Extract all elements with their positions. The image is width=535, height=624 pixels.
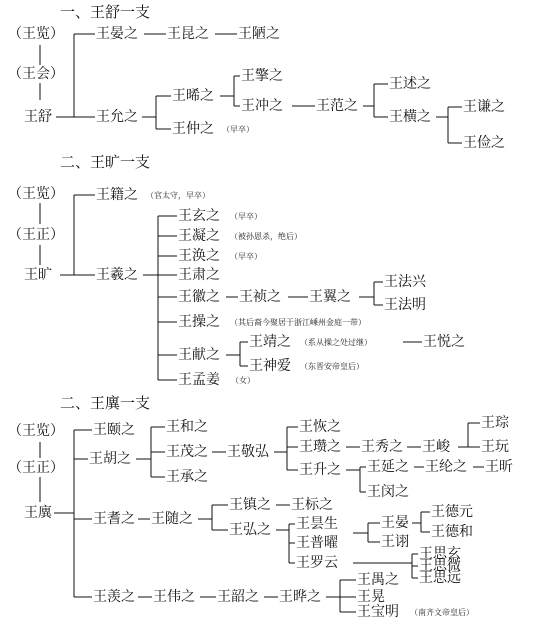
person-node: 王翼之 — [309, 289, 351, 305]
person-note: （女） — [231, 376, 255, 385]
person-node: 王范之 — [316, 98, 358, 114]
person-node: 王峻 — [422, 439, 450, 455]
person-node: 王廙 — [24, 505, 52, 521]
person-node: 王献之 — [178, 347, 220, 363]
person-node: 王瓒之 — [299, 439, 341, 455]
person-note: （东晋安帝皇后） — [300, 362, 364, 371]
person-node: 王和之 — [166, 419, 208, 435]
person-node: 王昆之 — [167, 26, 209, 42]
person-note: （其后裔今聚居于浙江嵊州金庭一带） — [230, 318, 366, 327]
person-node: 王操之 — [178, 314, 220, 330]
person-node: 王胡之 — [89, 451, 131, 467]
person-node: 王述之 — [389, 76, 431, 92]
person-node: 王晏 — [381, 515, 409, 531]
person-node: 王肃之 — [178, 267, 220, 283]
person-node: 王闵之 — [367, 484, 409, 500]
person-node: （王览） — [8, 423, 64, 439]
person-node: 王昕 — [485, 459, 513, 475]
person-node: 王允之 — [96, 109, 138, 125]
person-node: 王靖之 — [249, 334, 291, 350]
person-node: 王舒 — [24, 109, 52, 125]
person-node: （王览） — [8, 26, 64, 42]
person-node: 王韶之 — [217, 589, 259, 605]
person-node: 王恢之 — [299, 419, 341, 435]
person-node: 王茂之 — [166, 444, 208, 460]
person-node: 王宝明 — [357, 604, 399, 620]
person-node: 王诩 — [381, 534, 409, 550]
person-node: 王悦之 — [423, 334, 465, 350]
person-node: 王冲之 — [241, 98, 283, 114]
person-node: 王弘之 — [229, 522, 271, 538]
person-node: 王随之 — [151, 511, 193, 527]
section-heading-wang-kuang: 二、王旷一支 — [60, 153, 151, 171]
person-node: 王伟之 — [153, 589, 195, 605]
person-node: 王法明 — [384, 297, 426, 313]
person-node: 王法兴 — [384, 274, 426, 290]
person-node: （王会） — [8, 66, 64, 82]
person-node: 王秀之 — [361, 439, 403, 455]
person-node: 王罗云 — [296, 555, 338, 571]
person-node: 王玄之 — [178, 208, 220, 224]
person-node: 王纶之 — [425, 459, 467, 475]
person-node: 王颐之 — [93, 422, 135, 438]
person-node: 王昙生 — [296, 516, 338, 532]
person-node: 王孟姜 — [178, 372, 220, 388]
person-node: 王耆之 — [93, 511, 135, 527]
person-node: 王谦之 — [463, 99, 505, 115]
person-node: 王徽之 — [178, 289, 220, 305]
person-node: 王羡之 — [93, 589, 135, 605]
person-note: （被孙恩杀，绝后） — [230, 232, 302, 241]
section-heading-wang-shu: 一、王舒一支 — [60, 3, 151, 21]
person-note: （早卒） — [230, 212, 262, 221]
person-note: （官太守，早卒） — [146, 191, 210, 200]
person-node: 王思微 — [419, 558, 461, 574]
person-node: 王思玄 — [419, 546, 461, 562]
person-node: 王德和 — [431, 524, 473, 540]
person-note: （南齐文帝皇后） — [410, 608, 474, 617]
person-node: 王籍之 — [96, 187, 138, 203]
person-note: （系从操之处过继） — [300, 338, 372, 347]
person-node: 王横之 — [389, 109, 431, 125]
person-node: 王神爱 — [249, 358, 291, 374]
person-node: 王擎之 — [241, 68, 283, 84]
person-node: 王凝之 — [178, 228, 220, 244]
person-node: 王德元 — [431, 504, 473, 520]
person-node: （王正） — [8, 460, 64, 476]
person-node: 王玩 — [481, 439, 509, 455]
person-node: 王晃 — [357, 589, 385, 605]
person-node: 王承之 — [166, 469, 208, 485]
person-node: 王敬弘 — [227, 444, 269, 460]
person-node: 王思远 — [419, 570, 461, 586]
person-note: （早卒） — [222, 125, 254, 134]
person-node: 王标之 — [291, 497, 333, 513]
person-node: （王览） — [8, 186, 64, 202]
person-node: 王祯之 — [239, 289, 281, 305]
person-node: 王仲之 — [172, 121, 214, 137]
person-node: 王涣之 — [178, 248, 220, 264]
person-node: （王正） — [8, 227, 64, 243]
person-note: （早卒） — [230, 252, 262, 261]
person-node: 王镇之 — [229, 497, 271, 513]
person-node: 王羲之 — [96, 267, 138, 283]
person-node: 王延之 — [367, 459, 409, 475]
person-node: 王陋之 — [238, 26, 280, 42]
person-node: 王俭之 — [463, 135, 505, 151]
person-node: 王晔之 — [279, 589, 321, 605]
person-node: 王晏之 — [96, 26, 138, 42]
person-node: 王晞之 — [172, 88, 214, 104]
person-node: 王普曜 — [296, 535, 338, 551]
person-node: 王升之 — [299, 462, 341, 478]
person-node: 王旷 — [24, 267, 52, 283]
person-node: 王琮 — [481, 415, 509, 431]
section-heading-wang-yi: 二、王廙一支 — [60, 394, 151, 412]
person-node: 王禺之 — [357, 572, 399, 588]
